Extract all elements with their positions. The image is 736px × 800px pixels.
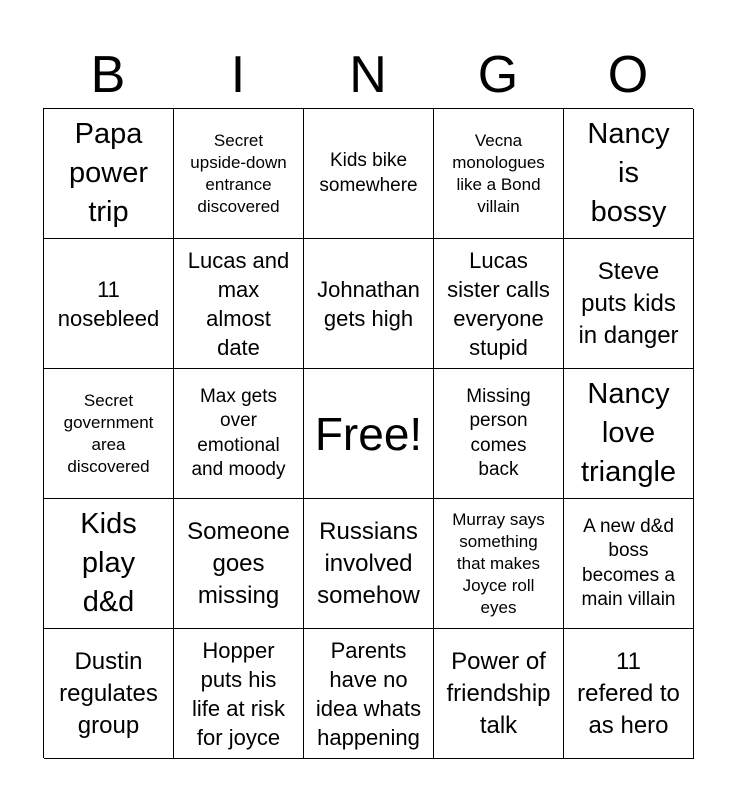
bingo-cell — [44, 499, 174, 629]
cell-text: Kids bike somewhere — [319, 150, 418, 196]
free-space-text: Free! — [314, 407, 423, 460]
bingo-grid — [43, 108, 693, 758]
cell-text: Power of friendship talk — [446, 647, 551, 739]
bingo-cell — [304, 239, 434, 369]
cell-text: Secret upside-down entrance discovered — [190, 130, 287, 216]
bingo-cell — [434, 499, 564, 629]
bingo-cell — [304, 109, 434, 239]
bingo-cell — [434, 239, 564, 369]
bingo-cell — [564, 109, 694, 239]
cell-text: Someone goes missing — [187, 517, 290, 609]
bingo-cell — [304, 499, 434, 629]
bingo-cell — [434, 629, 564, 759]
cell-text: A new d&d boss becomes a main villain — [581, 515, 676, 610]
cell-text: Johnathan gets high — [317, 276, 420, 331]
header-letter-b: B — [90, 46, 126, 104]
bingo-cell — [304, 629, 434, 759]
cell-text: Kids play d&d — [80, 508, 137, 618]
bingo-cell — [44, 239, 174, 369]
bingo-cell — [564, 499, 694, 629]
header-letter-i: I — [230, 46, 246, 104]
cell-text: Murray says something that makes Joyce roll eyes — [452, 509, 545, 617]
cell-text: 11 refered to as hero — [577, 647, 680, 739]
bingo-cell — [174, 239, 304, 369]
cell-text: Lucas sister calls everyone stupid — [447, 247, 550, 360]
cell-text: Hopper puts his life at risk for joyce — [192, 637, 285, 750]
cell-text: Secret government area discovered — [63, 390, 154, 476]
header-letter-g: G — [477, 46, 519, 104]
header-letter-o: O — [607, 46, 649, 104]
bingo-cell — [434, 109, 564, 239]
bingo-cell — [564, 629, 694, 759]
cell-text: Russians involved somehow — [317, 517, 420, 609]
bingo-cell — [564, 369, 694, 499]
bingo-cell — [564, 239, 694, 369]
bingo-cell — [44, 369, 174, 499]
cell-text: Parents have no idea whats happening — [315, 637, 422, 750]
bingo-cell — [434, 369, 564, 499]
bingo-cell — [174, 109, 304, 239]
cell-text: Dustin regulates group — [59, 647, 158, 739]
cell-text: Nancy is bossy — [587, 118, 670, 228]
bingo-cell — [44, 629, 174, 759]
cell-text: Lucas and max almost date — [187, 247, 290, 360]
cell-text: Missing person comes back — [466, 385, 531, 480]
cell-text: Steve puts kids in danger — [578, 257, 679, 349]
cell-text: Max gets over emotional and moody — [191, 385, 286, 480]
bingo-cell — [174, 629, 304, 759]
free-space — [304, 369, 434, 499]
bingo-cell — [174, 369, 304, 499]
header-letter-n: N — [349, 46, 387, 104]
cell-text: Vecna monologues like a Bond villain — [452, 130, 545, 216]
cell-text: 11 nosebleed — [57, 276, 160, 331]
bingo-cell — [44, 109, 174, 239]
bingo-cell — [174, 499, 304, 629]
bingo-header — [43, 42, 693, 108]
cell-text: Nancy love triangle — [580, 378, 677, 488]
cell-text: Papa power trip — [69, 118, 148, 228]
